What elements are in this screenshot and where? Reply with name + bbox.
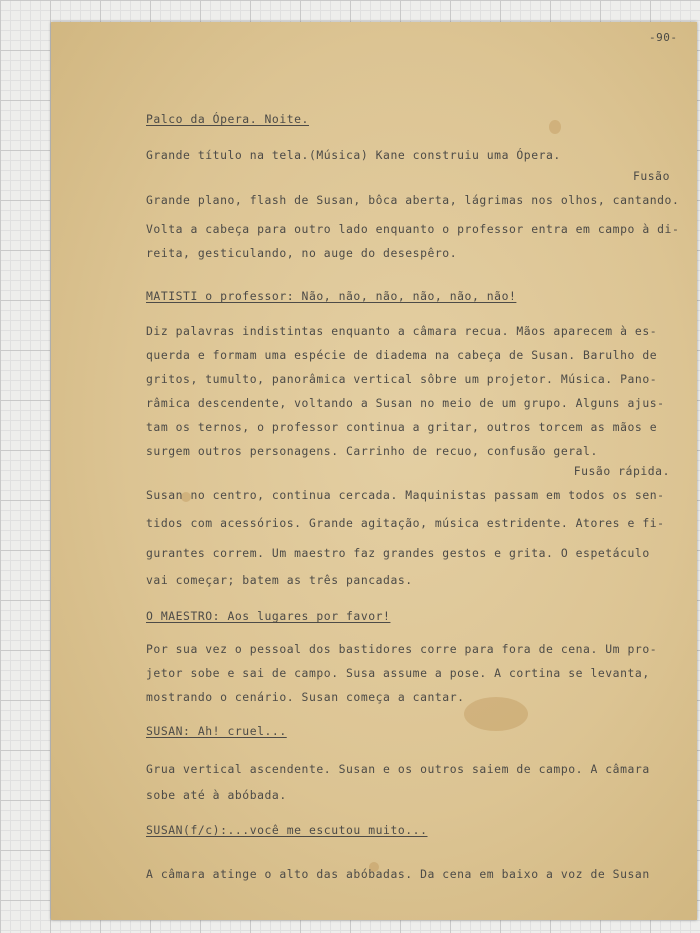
text-line: Susan no centro, continua cercada. Maquinistas passam em todos os sen- (146, 488, 665, 502)
page-number: -90- (649, 31, 678, 44)
text-line: râmica descendente, voltando a Susan no meio de um grupo. Alguns ajus- (146, 396, 665, 410)
text-line: mostrando o cenário. Susan começa a cantar. (146, 690, 465, 704)
text-line: A câmara atinge o alto das abóbadas. Da cena em baixo a voz de Susan (146, 867, 650, 881)
text-line: reita, gesticulando, no auge do desespêro. (146, 246, 458, 260)
dialogue-line: SUSAN(f/c):...você me escutou muito... (146, 823, 428, 837)
stain-mark (549, 120, 561, 134)
scene-heading: Palco da Ópera. Noite. (146, 112, 309, 126)
transition-label: Fusão (632, 169, 670, 183)
text-line: Por sua vez o pessoal dos bastidores corre para fora de cena. Um pro- (146, 642, 658, 656)
dialogue-line: SUSAN: Ah! cruel... (146, 724, 287, 738)
text-line: tidos com acessórios. Grande agitação, música estridente. Atores e fi- (146, 516, 665, 530)
text-line: Grande plano, flash de Susan, bôca aberta, lágrimas nos olhos, cantando. (146, 193, 680, 207)
text-line: surgem outros personagens. Carrinho de recuo, confusão geral. (146, 444, 598, 458)
text-line: querda e formam uma espécie de diadema na cabeça de Susan. Barulho de (146, 348, 658, 362)
dialogue-line: MATISTI o professor: Não, não, não, não, não, não! (146, 289, 517, 303)
text-line: jetor sobe e sai de campo. Susa assume a pose. A cortina se levanta, (146, 666, 650, 680)
text-line: vai começar; batem as três pancadas. (146, 573, 413, 587)
dialogue-line: O MAESTRO: Aos lugares por favor! (146, 609, 391, 623)
text-line: gritos, tumulto, panorâmica vertical sôbre um projetor. Música. Pano- (146, 372, 658, 386)
text-line: Diz palavras indistintas enquanto a câmara recua. Mãos aparecem à es- (146, 324, 658, 338)
transition-label: Fusão rápida. (573, 464, 670, 478)
text-line: tam os ternos, o professor continua a gritar, outros torcem as mãos e (146, 420, 658, 434)
text-line: sobe até à abóbada. (146, 788, 287, 802)
text-line: Volta a cabeça para outro lado enquanto o professor entra em campo à di- (146, 222, 680, 236)
text-line: Grande título na tela.(Música) Kane construiu uma Ópera. (146, 148, 561, 162)
text-line: gurantes correm. Um maestro faz grandes gestos e grita. O espetáculo (146, 546, 650, 560)
stain-mark (464, 697, 528, 731)
text-line: Grua vertical ascendente. Susan e os outros saiem de campo. A câmara (146, 762, 650, 776)
